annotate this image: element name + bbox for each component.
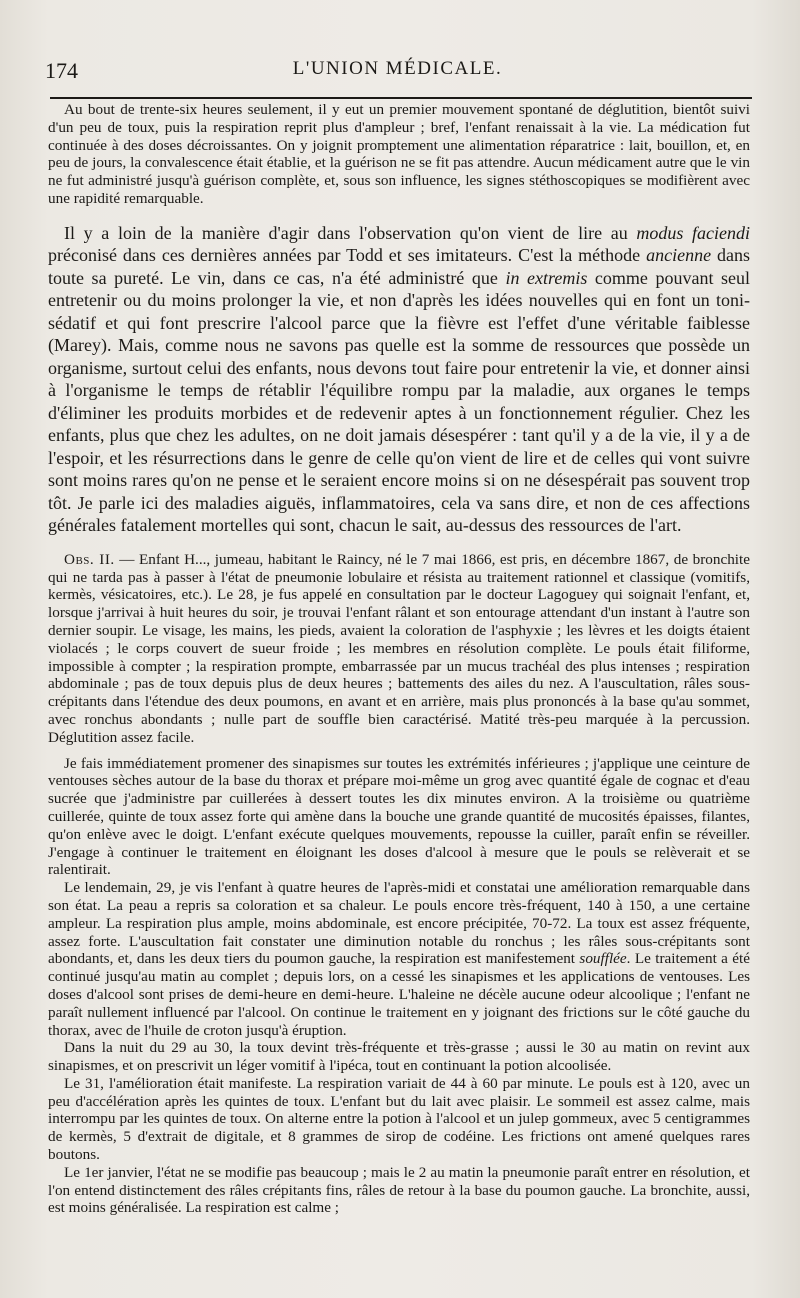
text-run: Le 31, l'amélioration était manifeste. La respiration variait de 44 à 60 par minute. Le pouls est à 120, avec un peu d'accélération après les quintes de toux. L'enfant but du lait avec plaisir. Le sommeil est assez calme, mais interrompu par les quintes de toux. On alterne entre la potion à l'alcool et un julep gommeux, avec 5 centigrammes de kermès, 5 d'extrait de digitale, et 8 grammes de sirop de codéine. Les frictions ont amené quelques rares boutons. (48, 1074, 750, 1164)
text-run: Le 1er janvier, l'état ne se modifie pas beaucoup ; mais le 2 au matin la pneumonie paraît entrer en résolution, et l'on entend distinctement des râles crépitants fins, râles de retour à la base du poumon gauche. La bronchite, aussi, est moins généralisée. La respiration est calme ; (48, 1163, 750, 1217)
paragraph (48, 1164, 750, 1217)
paragraph (48, 879, 750, 1039)
running-title: L'UNION MÉDICALE. (292, 58, 503, 79)
italic-text: in extremis (505, 267, 588, 288)
italic-text: soufflée (579, 950, 627, 968)
text-run: dans toute sa pureté. Le vin, dans ce cas, n'a été administré que (48, 245, 750, 288)
text-run: Il y a loin de la manière d'agir dans l'observation qu'on vient de lire au (64, 222, 637, 243)
header-rule (50, 97, 752, 99)
italic-text: ancienne (646, 245, 712, 266)
paragraph (48, 101, 750, 208)
text-run: Dans la nuit du 29 au 30, la toux devint très-fréquente et très-grasse ; aussi le 30 au matin on revint aux sinapismes, et on prescrivit un léger vomitif à l'ipéca, tout en continuant la potion alcoolisée. (48, 1039, 750, 1075)
text-run: Je fais immédiatement promener des sinapismes sur toutes les extrémités inférieures ; j'applique une ceinture de ventouses sèches autour de la base du thorax et prépare moi-même un grog avec quantité égale de cognac et d'eau sucrée que j'administre par cuillerées à dessert toutes les dix minutes environ. A la troisième ou quatrième cuillerée, quinte de toux assez forte qui amène dans la bouche une grande quantité de mucosités épaisses, filantes, qu'on enlève avec le doigt. L'enfant exécute quelques mouvements, repousse la cuiller, paraît enfin se réveiller. J'engage à continuer le traitement en éloignant les doses d'alcool à mesure que le pouls se relèverait et se ralentirait. (48, 754, 750, 879)
text-run: . Le traitement a été continué jusqu'au matin au complet ; depuis lors, on a cessé les sinapismes et les applications de ventouses. Les doses d'alcool sont prises de demi-heure en demi-heure. L'haleine ne décèle aucune odeur alcoolique ; l'enfant ne paraît nullement influencé par l'alcool. On continue le traitement en y joignant des frictions sur le côté gauche du thorax, avec de l'huile de croton jusqu'à éruption. (48, 950, 750, 1039)
paragraph (48, 1075, 750, 1164)
text-run: Au bout de trente-six heures seulement, il y eut un premier mouvement spontané de déglutition, bientôt suivi d'un peu de toux, puis la respiration reprit plus d'ampleur ; bref, l'enfant renaissait à la vie. La médication fut continuée à des doses décroissantes. On y joignit promptement une alimentation réparatrice : lait, bouillon, et, en peu de jours, la convalescence était établie, et la guérison ne se fit pas attendre. Aucun médicament autre que le vin ne fut administré jusqu'à guérison complète, et, sous son influence, les signes stéthoscopiques se modifièrent avec une rapidité remarquable. (48, 101, 750, 207)
text-run: — Enfant H..., jumeau, habitant le Raincy, né le 7 mai 1866, est pris, en décembre 1867, de bronchite qui ne tarda pas à passer à l'état de pneumonie lobulaire et résista au traitement rationnel et classique (vomitifs, kermès, vésicatoires, etc.). Le 28, je fus appelé en consultation par le docteur Lagoguey qui soignait l'enfant, et, lorsque j'arrivai à huit heures du soir, je trouvai l'enfant râlant et son entourage attendant d'un instant à l'autre son dernier soupir. Le visage, les mains, les pieds, avaient la coloration de l'asphyxie ; les lèvres et les doigts étaient violacés ; le corps couvert de sueur froide ; les membres en résolution complète. Le pouls était filiforme, impossible à compter ; la respiration prompte, embarrassée par un mucus trachéal des plus intenses ; respiration abdominale ; pas de toux depuis plus de deux heures ; battements des ailes du nez. A l'auscultation, râles sous-crépitants dans l'étendue des deux poumons, en avant et en arrière, mais plus prononcés à la base qu'au sommet, avec ronchus abondants ; nulle part de souffle bien caractérisé. Matité très-peu marquée à la percussion. Déglutition assez facile. (48, 550, 750, 746)
italic-text: modus faciendi (636, 222, 750, 243)
paragraph (48, 222, 750, 537)
page-header (45, 58, 750, 88)
observation-label: Obs. II. (64, 550, 115, 568)
paragraph (48, 755, 750, 880)
paragraph (48, 551, 750, 747)
body-text (48, 101, 750, 1217)
page-number: 174 (45, 58, 78, 83)
text-run: comme pouvant seul entretenir ou du moins prolonger la vie, et non d'après les idées nouvelles qui en font un toni-sédatif et qui font prescrire l'alcool parce que la fièvre est l'effet d'une véritable faiblesse (Marey). Mais, comme nous ne savons pas quelle est la somme de ressources que possède un organisme, surtout celui des enfants, nous devons tout faire pour entretenir la vie, et donner ainsi à l'organisme le temps de rétablir l'équilibre rompu par la maladie, aux organes le temps d'éliminer les produits morbides et de redevenir aptes à un fonctionnement régulier. Chez les enfants, plus que chez les adultes, on ne doit jamais désespérer : tant qu'il y a de la vie, il y a de l'espoir, et les résurrections dans le genre de celle qu'on vient de lire et de celles qui vont suivre sont moins rares qu'on ne pense et le seraient encore moins si on ne désespérait pas souvent trop tôt. Je parle ici des maladies aiguës, inflammatoires, cela va sans dire, et non de ces affections générales fatalement mortelles qui sont, chacun le sait, au-dessus des ressources de l'art. (48, 267, 751, 536)
text-run: Le lendemain, 29, je vis l'enfant à quatre heures de l'après-midi et constatai une amélioration remarquable dans son état. La peau a repris sa coloration et sa chaleur. Le pouls encore très-fréquent, 140 à 150, a une certaine ampleur. La respiration plus ample, moins abdominale, est encore précipitée, 70-72. La toux est assez fréquente, assez forte. L'auscultation fait constater une diminution notable du ronchus ; les râles sous-crépitants sont abondants, et, dans les deux tiers du poumon gauche, la respiration est manifestement (48, 879, 750, 968)
text-run: préconisé dans ces dernières années par Todd et ses imitateurs. C'est la méthode (48, 245, 647, 266)
paragraph (48, 1039, 750, 1075)
